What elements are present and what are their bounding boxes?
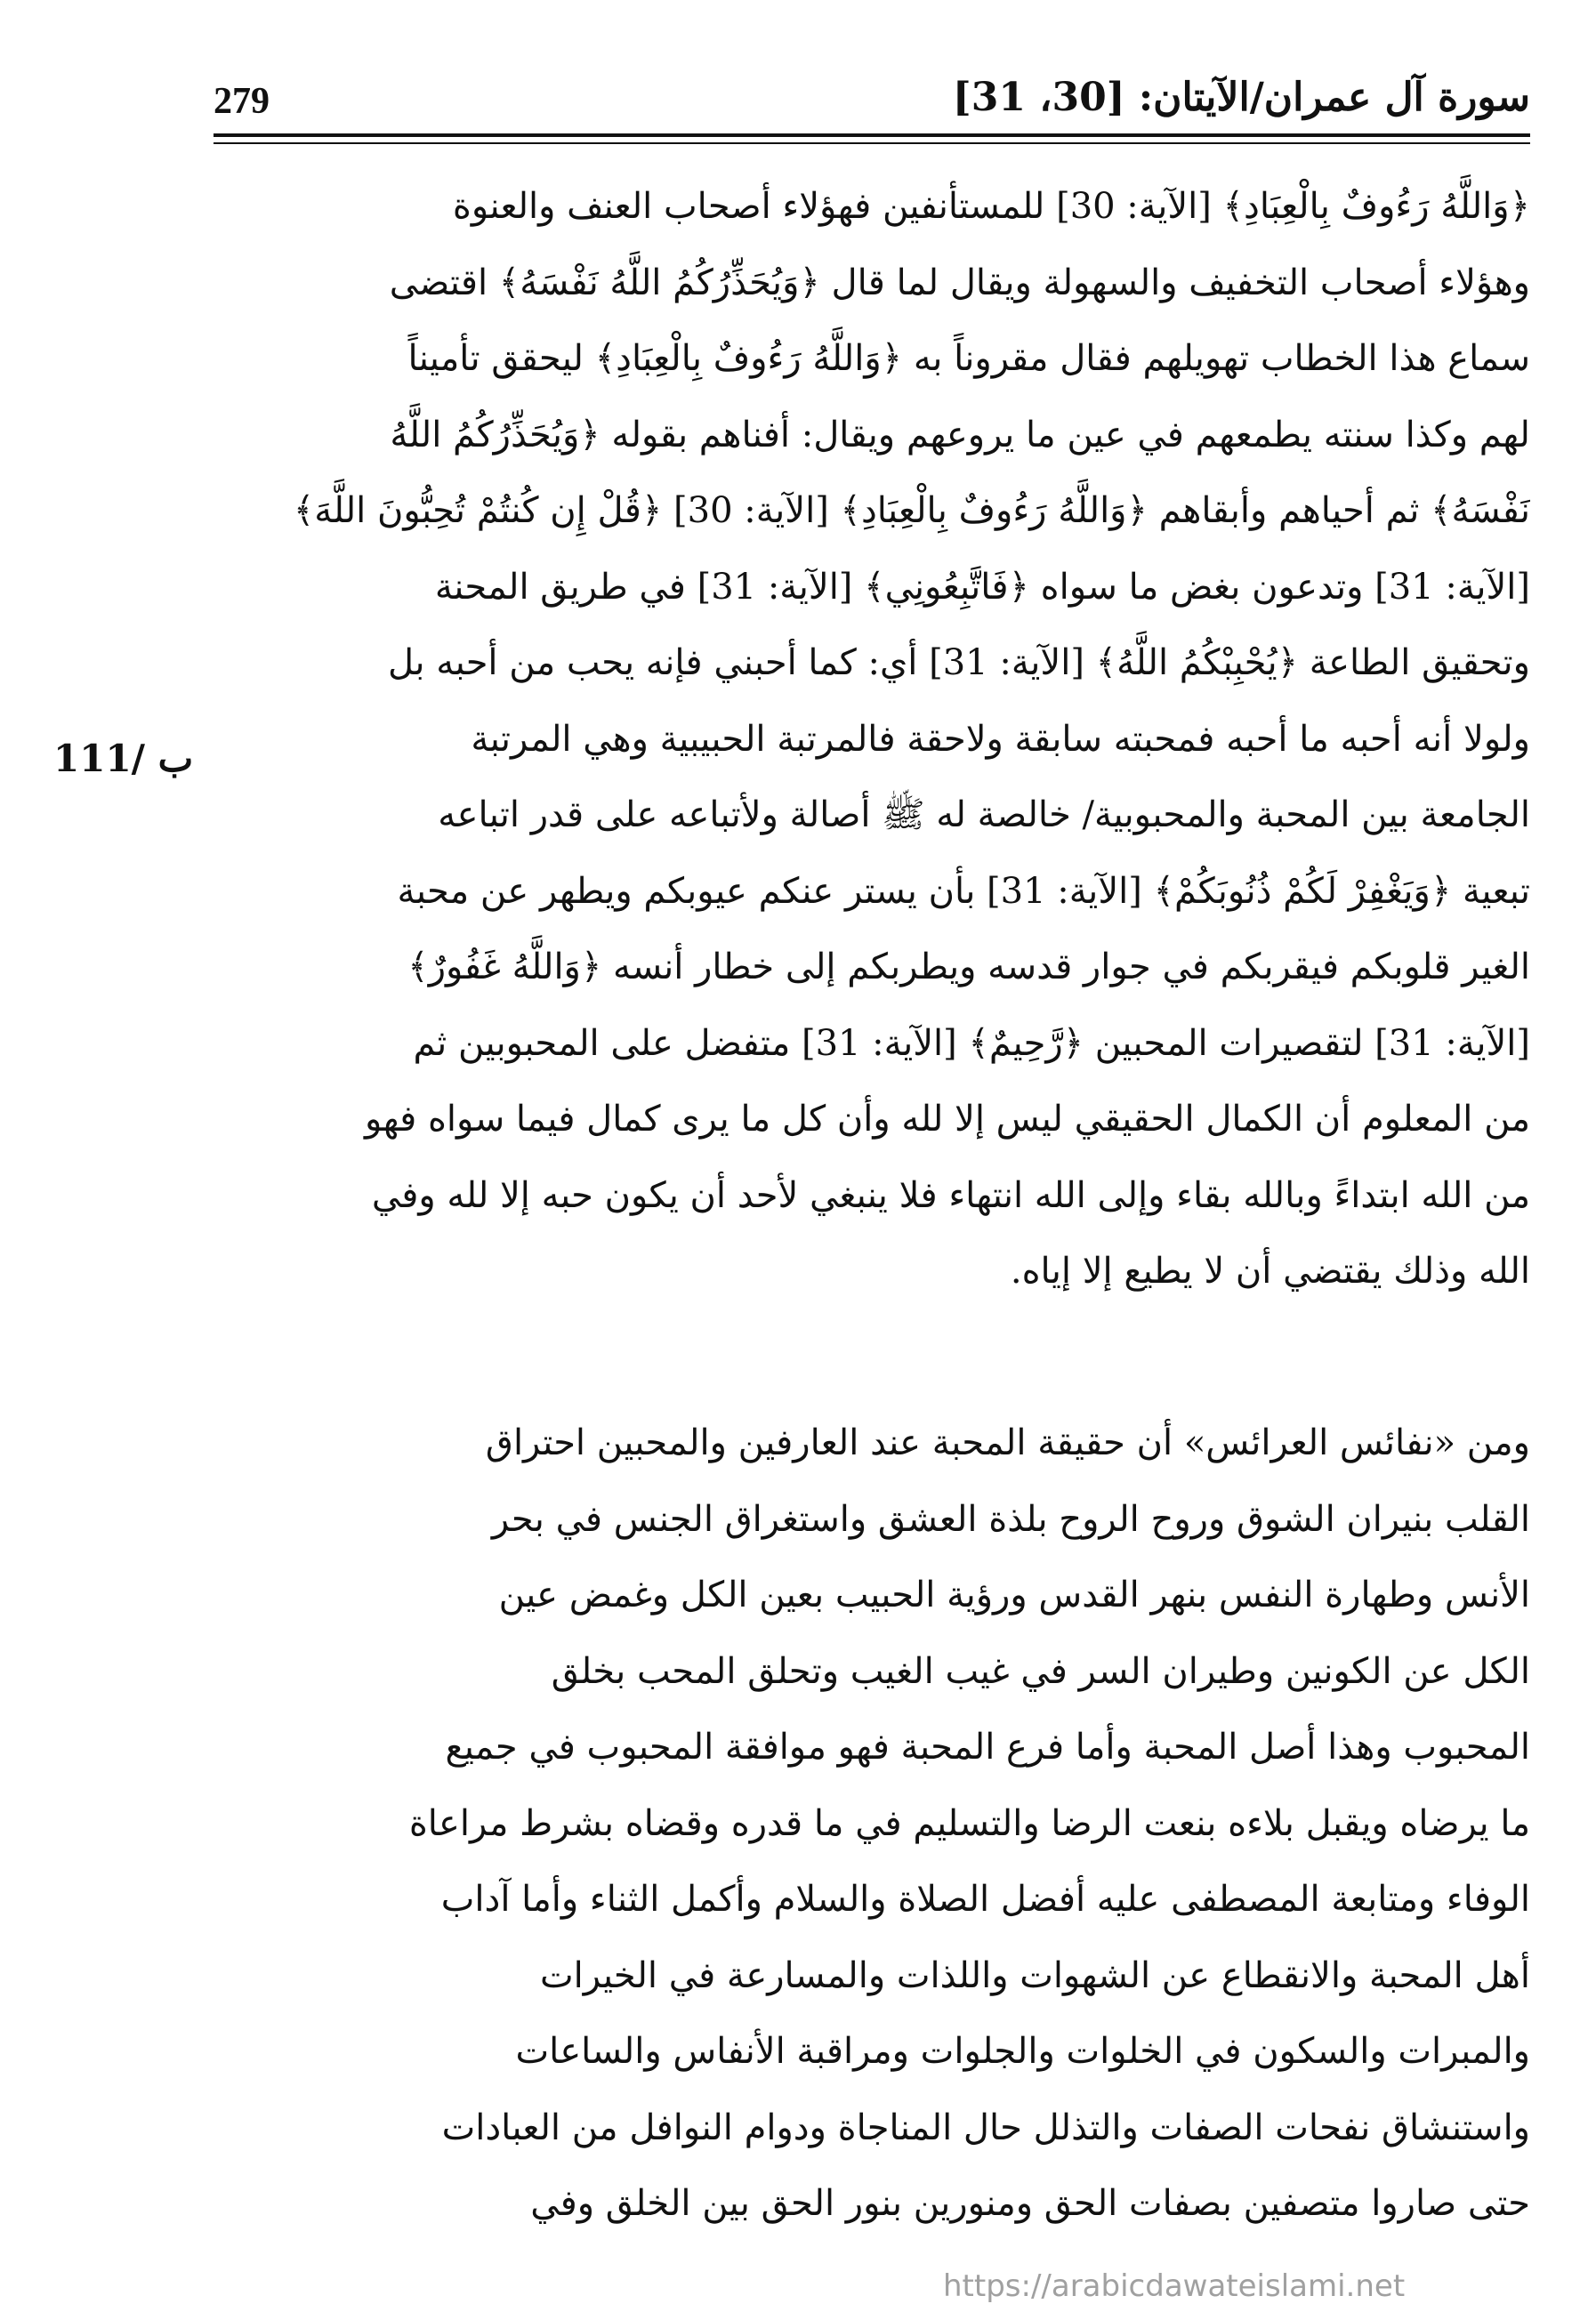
text-line: نَفْسَهُ﴾ ثم أحياهم وأبقاهم ﴿وَاللَّهُ رَءُوفٌ بِالْعِبَادِ﴾ [الآية: 30] ﴿قُلْ إِن كُنتُمْ تُحِبُّونَ اللَّهَ﴾ (293, 490, 1530, 531)
text-line: [الآية: 31] وتدعون بغض ما سواه ﴿فَاتَّبِعُونِي﴾ [الآية: 31] في طريق المحنة (434, 566, 1530, 608)
text-line: وهؤلاء أصحاب التخفيف والسهولة ويقال لما قال ﴿وَيُحَذِّرُكُمُ اللَّهُ نَفْسَهُ﴾ اقتضى (389, 262, 1530, 303)
text-line: القلب بنيران الشوق وروح الروح بلذة العشق واستغراق الجنس في بحر (491, 1498, 1530, 1540)
running-title: سورة آل عمران/الآيتان: [30، 31] (952, 75, 1530, 120)
text-line: من المعلوم أن الكمال الحقيقي ليس إلا لله وأن كل ما يرى كمال فيما سواه فهو (365, 1099, 1530, 1140)
text-line: واستنشاق نفحات الصفات والتذلل حال المناجاة ودوام النوافل من العبادات (441, 2107, 1530, 2148)
text-line: سماع هذا الخطاب تهويلهم فقال مقروناً به ﴿وَاللَّهُ رَءُوفٌ بِالْعِبَادِ﴾ ليحقق تأميناً (407, 338, 1530, 379)
text-line: حتى صاروا متصفين بصفات الحق ومنورين بنور الحق بين الخلق وفي (530, 2183, 1530, 2224)
manuscript-folio-note: 111/ ب (53, 737, 194, 780)
text-line: المحبوب وهذا أصل المحبة وأما فرع المحبة فهو موافقة المحبوب في جميع (445, 1727, 1530, 1768)
text-line: ومن «نفائس العرائس» أن حقيقة المحبة عند العارفين والمحبين احتراق (485, 1422, 1530, 1463)
text-line: الأنس وطهارة النفس بنهر القدس ورؤية الحبيب بعين الكل وغمض عين (498, 1575, 1530, 1615)
text-line: والمبرات والسكون في الخلوات والجلوات ومراقبة الأنفاس والساعات (515, 2031, 1530, 2072)
header-rule-thick (214, 133, 1530, 137)
page-number: 279 (214, 81, 270, 122)
text-line: تبعية ﴿وَيَغْفِرْ لَكُمْ ذُنُوبَكُمْ﴾ [الآية: 31] بأن يستر عنكم عيوبكم ويطهر عن محبة (397, 870, 1530, 912)
paragraph-1 (214, 169, 1530, 1310)
page-header (214, 69, 1530, 149)
text-line: الكل عن الكونين وطيران السر في غيب الغيب وتحلق المحب بخلق (551, 1650, 1530, 1692)
text-line: الغير قلوبكم فيقربكم في جوار قدسه ويطربكم إلى خطار أنسه ﴿وَاللَّهُ غَفُورٌ﴾ (407, 947, 1530, 987)
text-line: الله وذلك يقتضي أن لا يطيع إلا إياه. (1010, 1251, 1530, 1292)
text-line: [الآية: 31] لتقصيرات المحبين ﴿رَّحِيمٌ﴾ [الآية: 31] متفضل على المحبوبين ثم (413, 1022, 1530, 1064)
text-line: الجامعة بين المحبة والمحبوبية/ خالصة له ﷺ أصالة ولأتباعه على قدر اتباعه (438, 794, 1530, 835)
text-line: أهل المحبة والانقطاع عن الشهوات واللذات والمسارعة في الخيرات (540, 1954, 1530, 1996)
text-line: من الله ابتداءً وبالله بقاء وإلى الله انتهاء فلا ينبغي لأحد أن يكون حبه إلا لله وفي (371, 1174, 1530, 1216)
text-line: وتحقيق الطاعة ﴿يُحْبِبْكُمُ اللَّهُ﴾ [الآية: 31] أي: كما أحبني فإنه يحب من أحبه بل (388, 642, 1530, 683)
text-line: ولولا أنه أحبه ما أحبه فمحبته سابقة ولاحقة فالمرتبة الحبيبية وهي المرتبة (471, 718, 1530, 760)
text-line: ﴿وَاللَّهُ رَءُوفٌ بِالْعِبَادِ﴾ [الآية: 30] للمستأنفين فهؤلاء أصحاب العنف والعنوة (452, 186, 1530, 227)
watermark-url: https://arabicdawateislami.net (943, 2268, 1406, 2304)
paragraph-2 (214, 1406, 1530, 2243)
text-line: لهم وكذا سنته يطمعهم في عين ما يروعهم ويقال: أفناهم بقوله ﴿وَيُحَذِّرُكُمُ اللَّهُ (390, 414, 1530, 455)
text-line: ما يرضاه ويقبل بلاءه بنعت الرضا والتسليم في ما قدره وقضاه بشرط مراعاة (408, 1802, 1530, 1844)
header-rule-thin (214, 142, 1530, 144)
text-line: الوفاء ومتابعة المصطفى عليه أفضل الصلاة والسلام وأكمل الثناء وأما آداب (440, 1879, 1530, 1920)
